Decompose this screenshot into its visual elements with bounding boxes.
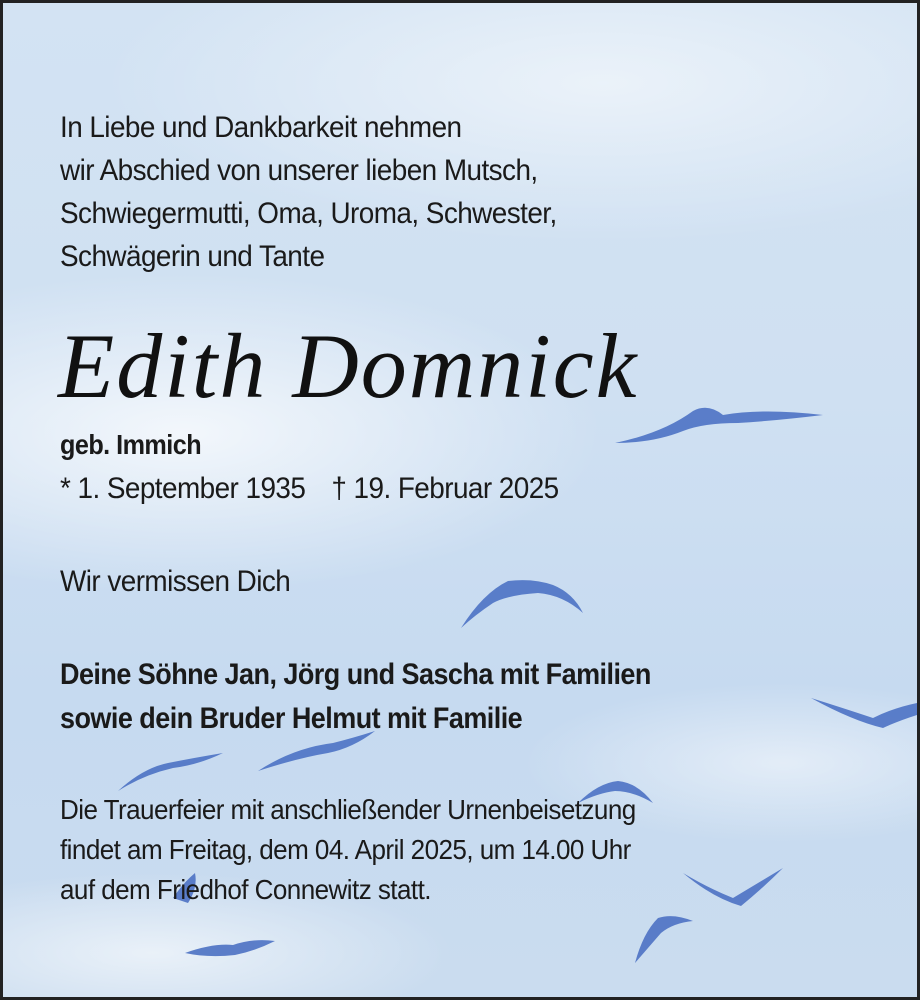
- seagull-icon: [615, 408, 823, 443]
- seagull-icon: [118, 753, 223, 791]
- ceremony-line: findet am Freitag, dem 04. April 2025, um 14.00 Uhr: [60, 834, 631, 865]
- seagull-icon: [811, 698, 917, 728]
- seagull-icon: [683, 868, 783, 906]
- farewell-text: Wir vermissen Dich: [60, 565, 291, 598]
- ceremony-line: Die Trauerfeier mit anschließender Urnenbeisetzung: [60, 794, 636, 825]
- birth-date: * 1. September 1935: [60, 472, 306, 505]
- intro-text: [60, 106, 557, 278]
- intro-line: In Liebe und Dankbarkeit nehmen: [60, 111, 462, 144]
- intro-line: Schwiegermutti, Oma, Uroma, Schwester,: [60, 197, 557, 230]
- seagull-icon: [461, 580, 583, 628]
- family-line: sowie dein Bruder Helmut mit Familie: [60, 702, 523, 735]
- family-signature: [60, 653, 651, 741]
- death-date: † 19. Februar 2025: [331, 472, 559, 505]
- deceased-name: Edith Domnick: [58, 315, 639, 417]
- family-line: Deine Söhne Jan, Jörg und Sascha mit Familien: [60, 658, 651, 691]
- intro-line: Schwägerin und Tante: [60, 240, 325, 273]
- intro-line: wir Abschied von unserer lieben Mutsch,: [60, 154, 538, 187]
- ceremony-line: auf dem Friedhof Connewitz statt.: [60, 874, 431, 905]
- life-dates: [60, 467, 559, 510]
- birth-name: geb. Immich: [60, 429, 202, 460]
- seagull-icon: [635, 916, 693, 963]
- seagull-icon: [185, 940, 275, 956]
- ceremony-info: [60, 790, 636, 910]
